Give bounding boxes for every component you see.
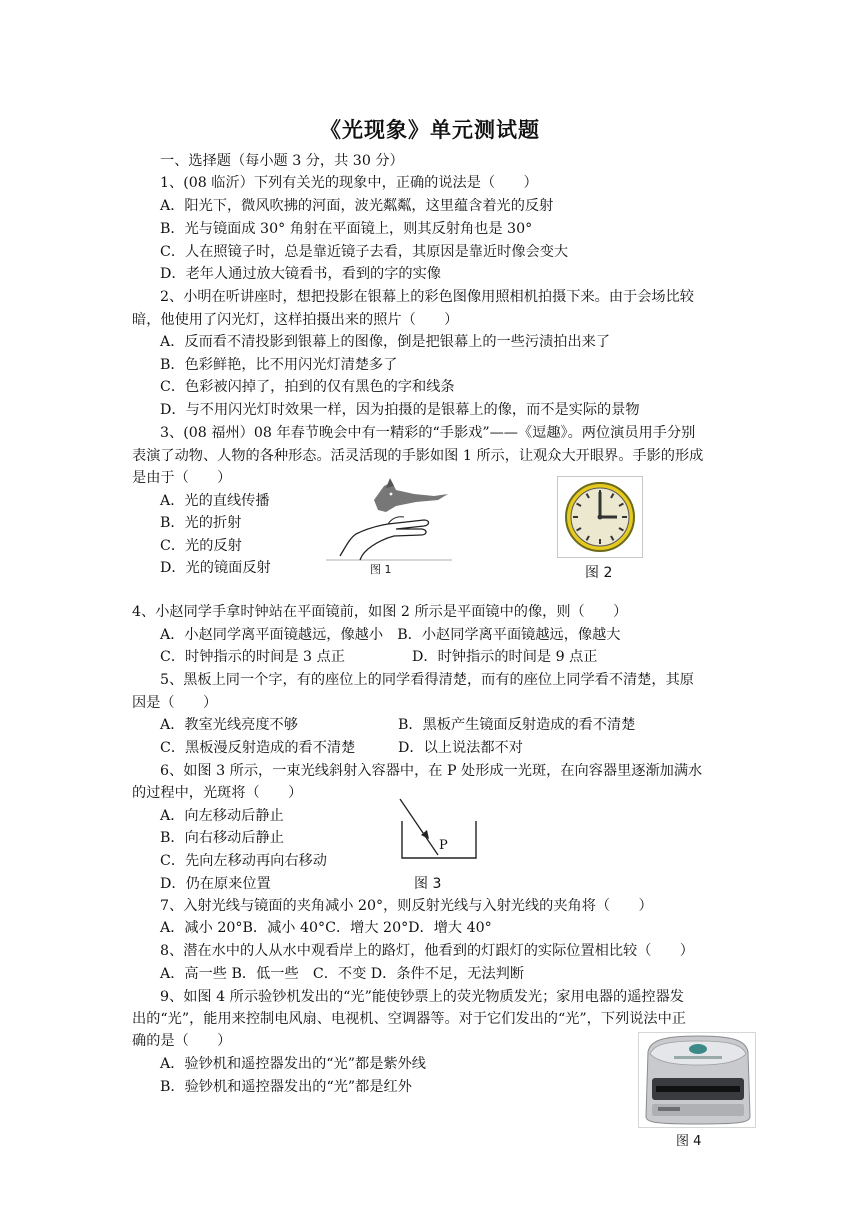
q2-option-c: C．色彩被闪掉了，拍到的仅有黑色的字和线条 (160, 379, 455, 395)
q4-option-c: C．时钟指示的时间是 3 点正 (160, 649, 345, 665)
q6-stem-line1: 6、如图 3 所示，一束光线斜射入容器中，在 P 处形成一光斑，在向容器里逐渐加满水 (160, 763, 703, 779)
q5-option-b: B．黑板产生镜面反射造成的看不清楚 (398, 717, 636, 733)
q3-stem-line1: 3、(08 福州）08 年春节晚会中有一精彩的“手影戏”——《逗趣》。两位演员用手分别 (160, 425, 696, 441)
q6-option-b: B．向右移动后静止 (160, 830, 284, 846)
q1-option-c: C．人在照镜子时，总是靠近镜子去看，其原因是靠近时像会变大 (160, 244, 569, 260)
figure-1-caption: 图 1 (370, 563, 392, 576)
q6-option-a: A．向左移动后静止 (160, 808, 284, 824)
q5-option-c: C．黑板漫反射造成的看不清楚 (160, 740, 356, 756)
figure-2-caption: 图 2 (585, 565, 613, 581)
q9-option-a: A．验钞机和遥控器发出的“光”都是紫外线 (160, 1056, 426, 1072)
figure-3-container (396, 797, 478, 863)
q3-stem-line3: 是由于（ ） (132, 470, 232, 486)
figure-1-hand-shadow (326, 476, 452, 562)
q1-option-a: A．阳光下，微风吹拂的河面，波光粼粼，这里蕴含着光的反射 (160, 198, 554, 214)
q3-stem-line2: 表演了动物、人物的各种形态。活灵活现的手影如图 1 所示，让观众大开眼界。手影的形成 (132, 448, 704, 464)
q5-option-a: A．教室光线亮度不够 (160, 717, 298, 733)
q2-option-d: D．与不用闪光灯时效果一样，因为拍摄的是银幕上的像，而不是实际的景物 (160, 402, 640, 418)
q1-option-b: B．光与镜面成 30° 角射在平面镜上，则其反射角也是 30° (160, 221, 533, 237)
q3-option-d: D．光的镜面反射 (160, 560, 271, 576)
q4-option-d: D．时钟指示的时间是 9 点正 (412, 649, 598, 665)
q6-option-d: D．仍在原来位置 (160, 876, 271, 892)
figure-4-caption: 图 4 (676, 1134, 702, 1149)
q9-stem-line3: 确的是（ ） (132, 1033, 232, 1049)
q2-stem-line2: 暗，他使用了闪光灯，这样拍摄出来的照片（ ） (132, 312, 459, 328)
q8-options: A．高一些 B．低一些 C．不变 D．条件不足，无法判断 (160, 966, 525, 982)
q3-option-a: A．光的直线传播 (160, 493, 270, 509)
q7-options: A．减小 20°B．减小 40°C．增大 20°D．增大 40° (160, 920, 492, 936)
q3-option-b: B．光的折射 (160, 515, 242, 531)
q9-stem-line1: 9、如图 4 所示验钞机发出的“光”能使钞票上的荧光物质发光；家用电器的遥控器发 (160, 989, 684, 1005)
q5-stem-line2: 因是（ ） (132, 695, 218, 711)
q5-option-d: D．以上说法都不对 (398, 740, 523, 756)
page-title: 《光现象》单元测试题 (320, 117, 540, 142)
figure-2-clock (557, 476, 643, 558)
q4-stem: 4、小赵同学手拿时钟站在平面镜前，如图 2 所示是平面镜中的像，则（ ） (132, 604, 628, 620)
q1-stem: 1、(08 临沂）下列有关光的现象中，正确的说法是（ ） (160, 175, 538, 191)
figure-3-point-label: P (439, 838, 448, 853)
figure-4-money-detector (638, 1032, 756, 1128)
figure-3-caption: 图 3 (414, 876, 442, 892)
q2-option-b: B．色彩鲜艳，比不用闪光灯清楚多了 (160, 357, 398, 373)
section-heading: 一、选择题（每小题 3 分，共 30 分） (160, 153, 404, 169)
q2-stem-line1: 2、小明在听讲座时，想把投影在银幕上的彩色图像用照相机拍摄下来。由于会场比较 (160, 289, 694, 305)
q1-option-d: D．老年人通过放大镜看书，看到的字的实像 (160, 266, 441, 282)
q2-option-a: A．反而看不清投影到银幕上的图像，倒是把银幕上的一些污渍拍出来了 (160, 334, 611, 350)
q9-option-b: B．验钞机和遥控器发出的“光”都是红外 (160, 1079, 412, 1095)
q6-option-c: C．先向左移动再向右移动 (160, 853, 327, 869)
q9-stem-line2: 出的“光”，能用来控制电风扇、电视机、空调器等。对于它们发出的“光”，下列说法中正 (132, 1011, 686, 1027)
q8-stem: 8、潜在水中的人从水中观看岸上的路灯，他看到的灯跟灯的实际位置相比较（ ） (160, 943, 694, 959)
q5-stem-line1: 5、黑板上同一个字，有的座位上的同学看得清楚，而有的座位上同学看不清楚，其原 (160, 672, 694, 688)
q6-stem-line2: 的过程中，光斑将（ ） (132, 785, 303, 801)
q3-option-c: C．光的反射 (160, 538, 242, 554)
q4-options-ab: A．小赵同学离平面镜越远，像越小 B．小赵同学离平面镜越远，像越大 (160, 627, 621, 643)
q7-stem: 7、入射光线与镜面的夹角减小 20°，则反射光线与入射光线的夹角将（ ） (160, 898, 653, 914)
